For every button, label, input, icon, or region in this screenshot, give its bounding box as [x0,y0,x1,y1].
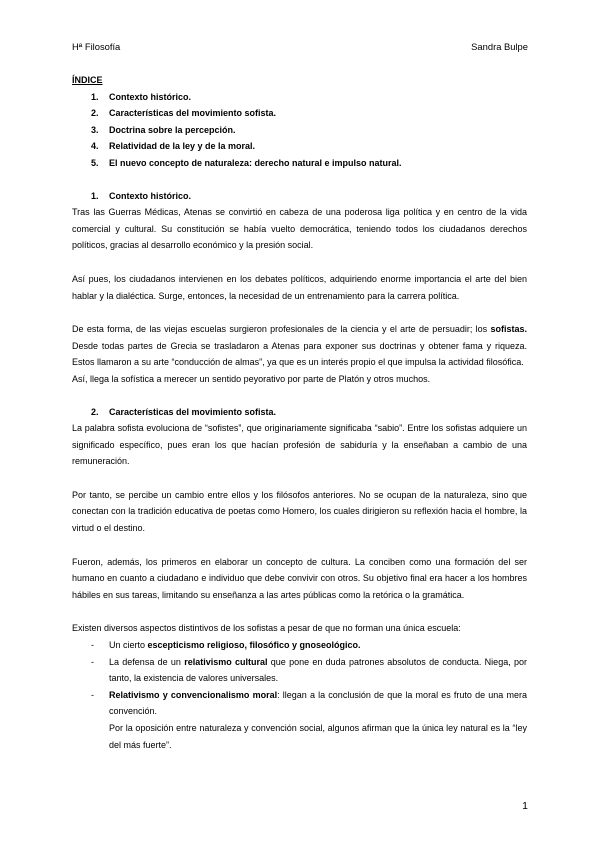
section-2-heading: 2. Características del movimiento sofista. [91,406,277,417]
index-item: 2. Características del movimiento sofista. [91,108,277,119]
list-item: - Un cierto escepticismo religioso, filosófico y gnoseológico. [91,640,361,651]
paragraph: Tras las Guerras Médicas, Atenas se convirtió en cabeza de una poderosa liga política y en centro de la vida comercial y cultural. Su constitución se había vuelto democrática, teniendo todos los ciudadanos derechos políticos, gracias al desarrollo económico y la presión social. [72,207,527,251]
header-author: Sandra Bulpe [471,41,528,52]
index-title: ÍNDICE [72,75,103,85]
paragraph: Existen diversos aspectos distintivos de los sofistas a pesar de que no forman una única escuela: [72,623,461,634]
paragraph: La palabra sofista evoluciona de “sofistes”, que originariamente significaba “sabio”. Entre los sofistas adquiere un significado específico, pues eran los que hacían profesión de sabiduría y la enseñaban a cambio de una remuneración. [72,423,527,467]
index-item: 1. Contexto histórico. [91,91,192,102]
paragraph: Fueron, además, los primeros en elaborar un concepto de cultura. La conciben como una formación del ser humano en cuanto a ciudadano e individuo que debe convivir con otros. Su objetivo final era hacer a los hombres hábiles en sus tareas, limitando su enseñanza a las artes públicas como la retórica o la gramática. [72,556,527,600]
paragraph: De esta forma, de las viejas escuelas surgieron profesionales de la ciencia y el arte de persuadir; los sofistas. Desde todas partes de Grecia se trasladaron a Atenas para exponer sus doctrinas y obtener fama y riqueza. Estos llamaron a su arte “conducción de almas”, ya que es un interés propio el que impulsa la actividad filosófica. [72,324,527,368]
paragraph: Así, llega la sofística a merecer un sentido peyorativo por parte de Platón y otros muchos. [72,373,431,384]
paragraph: Por tanto, se percibe un cambio entre ellos y los filósofos anteriores. No se ocupan de la naturaleza, sino que conectan con la tradición educativa de poetas como Homero, los cuales dirigieron su reflexión hacia el hombre, la virtud o el destino. [72,489,527,534]
page-number: 1 [522,800,528,812]
document-body [72,72,527,753]
index-item: 5. El nuevo concepto de naturaleza: derecho natural e impulso natural. [91,157,402,168]
header-course: Hª Filosofía [72,41,121,52]
list-item: - Relativismo y convencionalismo moral: llegan a la conclusión de que la moral es fruto de una mera convención. Por la oposición entre naturaleza y convención social, algunos afirman que la única ley natural es la “ley del más fuerte”. [91,689,527,750]
index-list [72,89,527,172]
index-item: 4. Relatividad de la ley y de la moral. [91,141,256,152]
paragraph: Así pues, los ciudadanos intervienen en los debates políticos, adquiriendo enorme importancia el arte del bien hablar y la dialéctica. Surge, entonces, la necesidad de un entrenamiento para la carrera política. [72,273,527,301]
list-item: - La defensa de un relativismo cultural que pone en duda patrones absolutos de conducta. Niega, por tanto, la existencia de valores universales. [91,656,527,684]
section-1-heading: 1. Contexto histórico. [91,190,192,201]
index-item: 3. Doctrina sobre la percepción. [91,124,236,135]
aspects-list [72,637,527,753]
